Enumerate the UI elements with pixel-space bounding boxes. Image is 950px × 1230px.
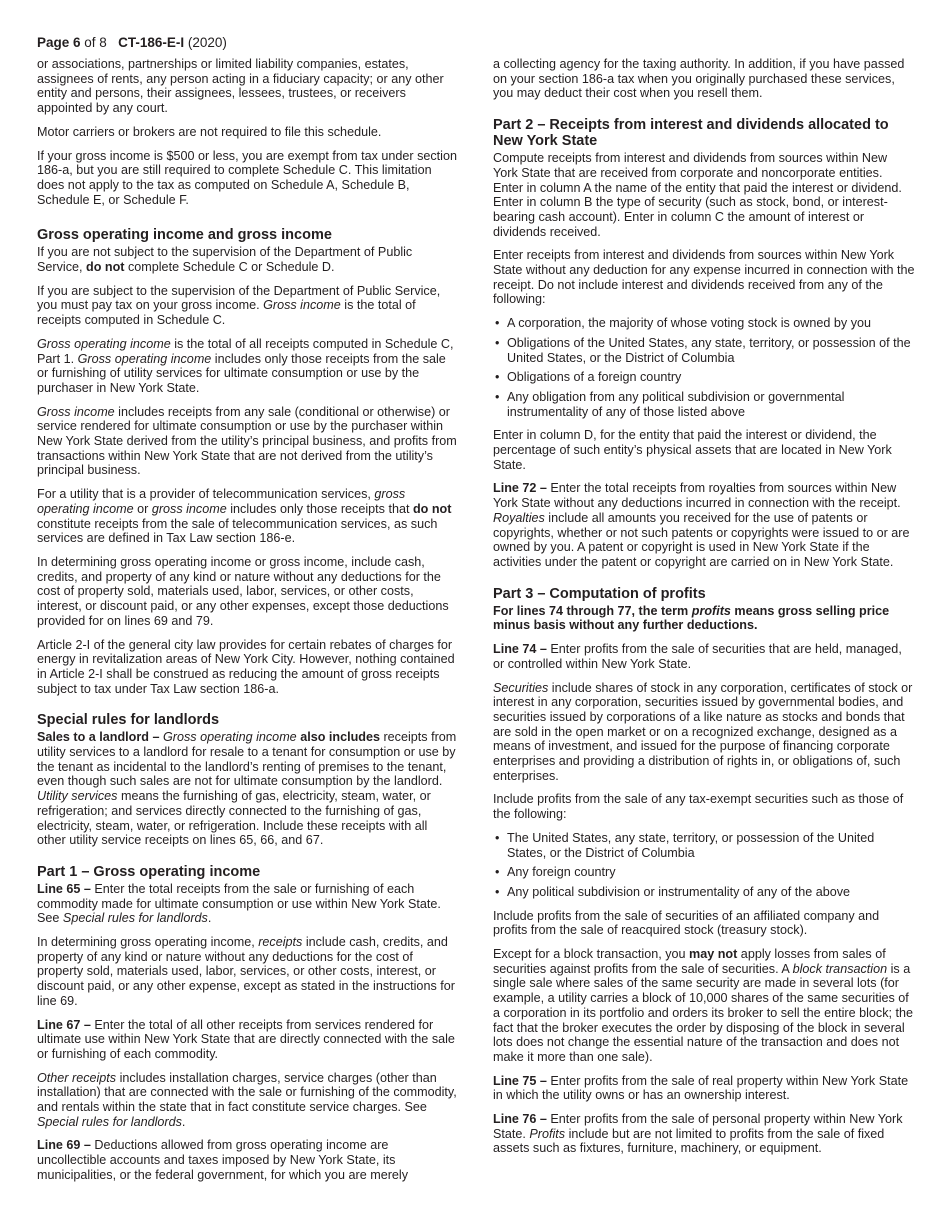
section-heading: Part 3 – Computation of profits bbox=[493, 585, 706, 602]
paragraph: If you are subject to the supervision of the Department of Public Service, you must pay tax on your gross income. Gross income is the total of receipts computed in Schedule C. bbox=[37, 283, 441, 328]
paragraph: or associations, partnerships or limited liability companies, estates, assignees of rents, any person acting in a fiduciary capacity; or any other entity and persons, their assignees, lessees, trustees, or receivers appointed by any court. bbox=[37, 57, 444, 116]
list-item: • Any foreign country bbox=[493, 865, 915, 880]
section-heading: Part 2 – Receipts from interest and dividends allocated to New York State bbox=[493, 117, 889, 150]
paragraph: Include profits from the sale of securities of an affiliated company and profits from the sale of reacquired stock (treasury stock). bbox=[493, 908, 880, 938]
form-year: (2020) bbox=[187, 35, 227, 50]
paragraph: Sales to a landlord – Gross operating income also includes receipts from utility services to a landlord for resale to a tenant for consumption or use by the tenant as incidental to the landlord’s renting of premises to the tenant, even though such sales are not for ultimate consumption by the landlord. Utility services means the furnishing of gas, electricity, steam, water, or refrigeration; and services directly connected to the furnishing of gas, electricity, steam, water, or refrigeration. Include these receipts with all other utility service receipts on lines 65, 66, and 67. bbox=[37, 730, 457, 848]
page-total: of 8 bbox=[84, 35, 107, 50]
paragraph: Line 74 – Enter profits from the sale of securities that are held, managed, or controlled within New York State. bbox=[493, 642, 902, 671]
paragraph: Gross income includes receipts from any sale (conditional or otherwise) or service rendered for ultimate consumption or use by the purchaser within New York State derived from the utility’s principal business, and profits from transactions within New York State that are not derived from the utility’s principal business. bbox=[37, 404, 457, 478]
list-item: • The United States, any state, territory, or possession of the United States, or the District of Columbia bbox=[493, 831, 915, 860]
paragraph: Include profits from the sale of any tax-exempt securities such as those of the following: bbox=[493, 792, 904, 822]
form-id: CT-186-E-I bbox=[118, 35, 185, 50]
list-item: • A corporation, the majority of whose voting stock is owned by you bbox=[493, 316, 915, 331]
tax-exempt-list bbox=[493, 831, 915, 900]
paragraph: Except for a block transaction, you may not apply losses from sales of securities against profits from the sale of securities. A block transaction is a single sale where sales of the same security are made in several lots (for example, a utility carries a block of 10,000 shares of the same securities of a corporation in its portfolio and orders its broker to sell the entire block; the fact that the broker executes the order by disposing of the block in several lots does not change the essential nature of the transaction and does not make it more than one sale). bbox=[493, 947, 914, 1064]
paragraph: In determining gross operating income, receipts include cash, credits, and property of any kind or nature without any deductions for the cost of property sold, materials used, labor, services, or other costs, interest, or discount paid, or any other expense, except as stated in the instructions for line 69. bbox=[37, 935, 455, 1008]
paragraph: a collecting agency for the taxing authority. In addition, if you have passed on your section 186-a tax when you originally purchased these services, you may deduct their cost when you resell them. bbox=[493, 57, 905, 101]
list-item: • Any political subdivision or instrumentality of any of the above bbox=[493, 885, 915, 900]
paragraph: Line 75 – Enter profits from the sale of real property within New York State in which the utility owns or has an ownership interest. bbox=[493, 1073, 909, 1103]
page-header bbox=[37, 35, 227, 50]
paragraph: Line 76 – Enter profits from the sale of personal property within New York State. Profits include but are not limited to profits from the sale of fixed assets such as fixtures, furniture, machinery, or equipment. bbox=[493, 1112, 903, 1156]
paragraph: Securities include shares of stock in any corporation, certificates of stock or interest in any corporation, securities issued by governmental bodies, and securities issued by corporations of a like nature as stocks and bonds that are sold in the open market or on a recognized exchange, designed as a means of investment, and issued for the purpose of financing corporate enterprises and providing a distribution of rights in, or obligations of, such enterprises. bbox=[493, 680, 913, 783]
paragraph: Line 69 – Deductions allowed from gross operating income are uncollectible accounts and taxes imposed by New York State, its municipalities, or the federal government, for which you are merely bbox=[37, 1138, 408, 1182]
paragraph: Enter in column D, for the entity that paid the interest or dividend, the percentage of such entity’s physical assets that are located in New York State. bbox=[493, 428, 892, 472]
paragraph: Compute receipts from interest and dividends from sources within New York State that are received from corporate and noncorporate entities. Enter in column A the name of the entity that paid the interest or dividend. Enter in column B the type of security (such as stock, bond, or interest-bearing cash account). Enter in column C the amount of interest or dividends received. bbox=[493, 151, 902, 239]
paragraph: Other receipts includes installation charges, service charges (other than installation) that are connected with the sale or furnishing of the commodity, and rentals within the state that in fact constitute service charges. See Special rules for landlords. bbox=[37, 1070, 457, 1129]
paragraph: If you are not subject to the supervision of the Department of Public Service, do not complete Schedule C or Schedule D. bbox=[37, 245, 413, 275]
paragraph: Motor carriers or brokers are not required to file this schedule. bbox=[37, 124, 382, 139]
paragraph: For a utility that is a provider of telecommunication services, gross operating income or gross income includes only those receipts that do not constitute receipts from the sale of telecommunication services, as such services are defined in Tax Law section 186-e. bbox=[37, 487, 452, 546]
section-heading: Part 1 – Gross operating income bbox=[37, 863, 261, 880]
paragraph: Enter receipts from interest and dividends from sources within New York State without any deduction for any expense incurred in connection with the receipt. Do not include interest and dividends received from any of the following: bbox=[493, 248, 915, 307]
paragraph: Line 65 – Enter the total receipts from the sale or furnishing of each commodity made for ultimate consumption or use within New York State. See Special rules for landlords. bbox=[37, 881, 441, 926]
paragraph: Article 2-I of the general city law provides for certain rebates of charges for energy in revitalization areas of New York City. However, nothing contained in Article 2-I shall be construed as reducing the amount of gross receipts subject to tax under Tax Law section 186-a. bbox=[37, 637, 455, 696]
paragraph: If your gross income is $500 or less, you are exempt from tax under section 186-a, but you are still required to complete Schedule C. This limitation does not apply to the tax as computed on Schedule A, Schedule B, Schedule E, or Schedule F. bbox=[37, 148, 457, 207]
paragraph: Line 72 – Enter the total receipts from royalties from sources within New York State without any deductions incurred in connection with the receipt. Royalties include all amounts you received for the use of patents or copyrights, whether or not such patents or copyrights were issued to or are owned by you. A patent or copyright is used in New York State if the activities under the patent or copyright are carried on in New York State. bbox=[493, 481, 910, 569]
section-heading: Special rules for landlords bbox=[37, 712, 220, 729]
paragraph: Gross operating income is the total of all receipts computed in Schedule C, Part 1. Gross operating income includes only those receipts from the sale or furnishing of utility services for ultimate consumption or use by the purchaser in New York State. bbox=[37, 336, 454, 395]
exclusion-list bbox=[493, 316, 915, 419]
paragraph: In determining gross operating income or gross income, include cash, credits, and property of any kind or nature without any deductions for the cost of property sold, materials used, labor, services, or other costs, interest, or discount paid, or any other expenses, except those deductions provided for on lines 69 and 79. bbox=[37, 554, 449, 628]
list-item: • Obligations of a foreign country bbox=[493, 370, 915, 385]
list-item: • Any obligation from any political subdivision or governmental instrumentality of any of those listed above bbox=[493, 390, 915, 419]
list-item: • Obligations of the United States, any state, territory, or possession of the United States, or the District of Columbia bbox=[493, 336, 915, 365]
paragraph: Line 67 – Enter the total of all other receipts from services rendered for ultimate use within New York State that are directly connected with the sale or furnishing of each commodity. bbox=[37, 1017, 455, 1061]
section-heading: Gross operating income and gross income bbox=[37, 227, 332, 244]
left-column bbox=[37, 57, 459, 1192]
page-number: Page 6 bbox=[37, 35, 81, 50]
right-column bbox=[493, 57, 915, 1165]
paragraph: For lines 74 through 77, the term profits means gross selling price minus basis without any further deductions. bbox=[493, 603, 890, 633]
